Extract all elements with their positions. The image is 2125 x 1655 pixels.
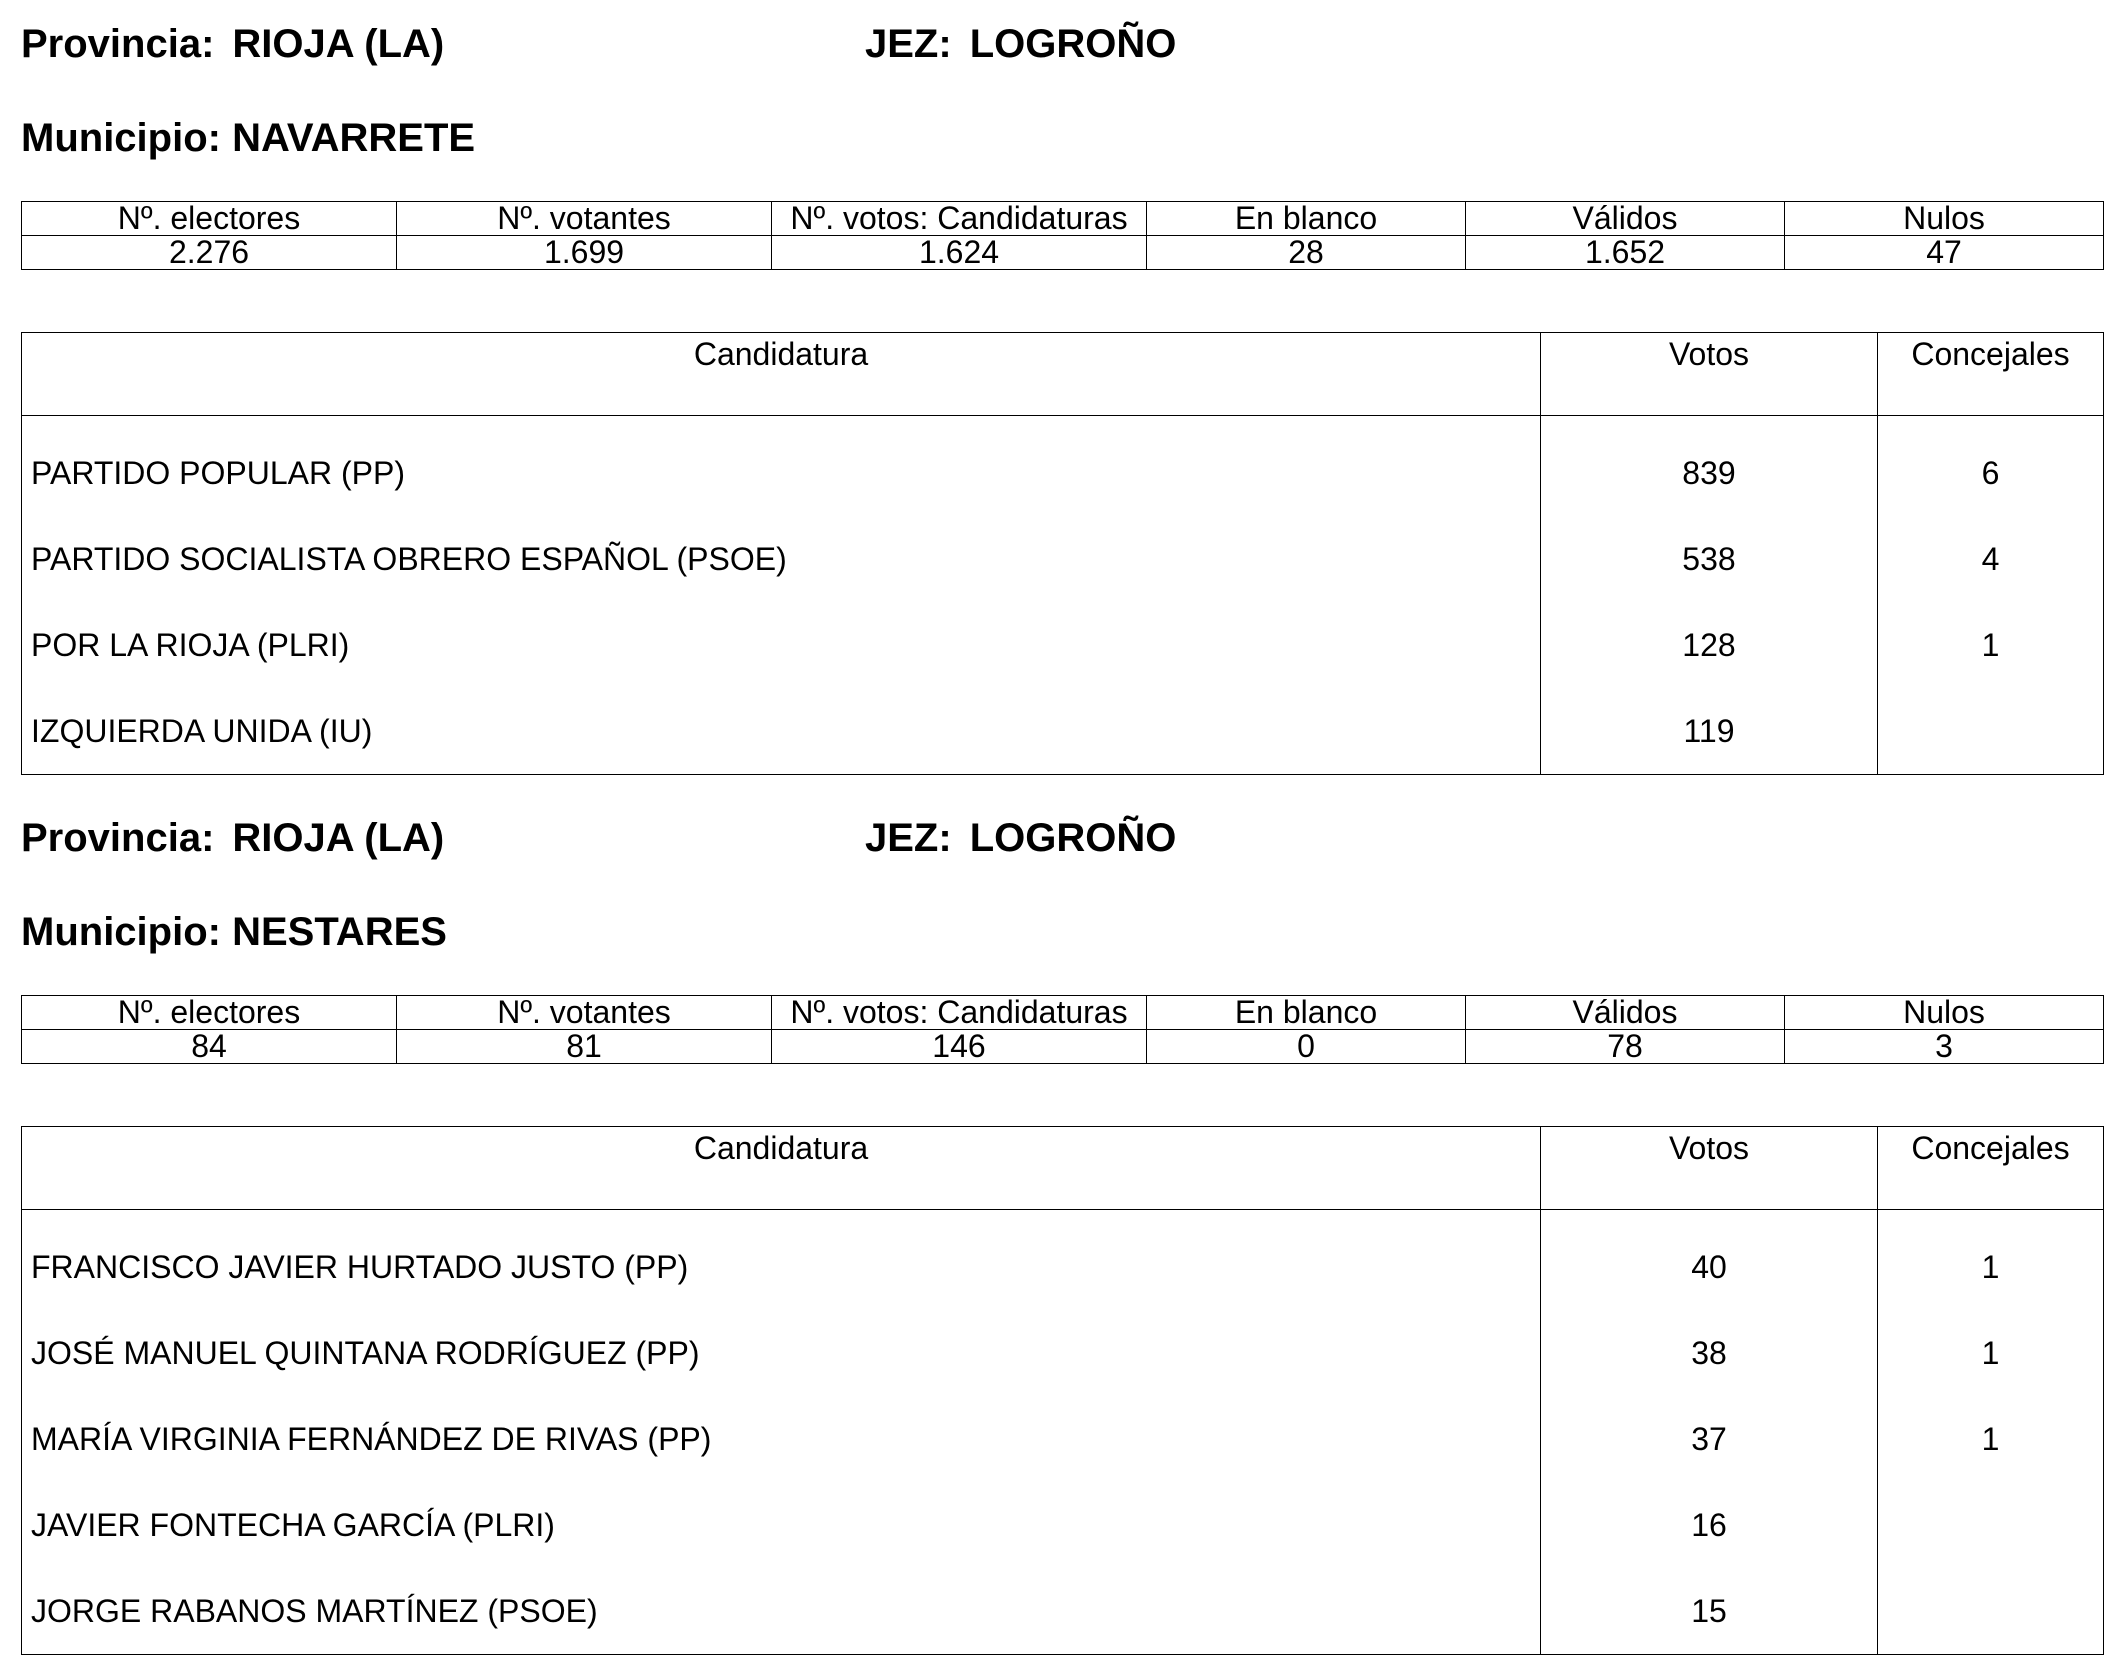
stats-header-cell: En blanco: [1147, 996, 1466, 1030]
jez-line: [865, 816, 1176, 860]
candidate-concejales: 1: [1981, 1248, 2000, 1285]
candidatura-header: Candidatura: [22, 1127, 1541, 1210]
stats-value-cell: 1.624: [772, 236, 1147, 270]
concejales-header: Concejales: [1878, 333, 2104, 416]
stats-value-cell: 81: [397, 1030, 772, 1064]
candidate-name: MARÍA VIRGINIA FERNÁNDEZ DE RIVAS (PP): [22, 1396, 1541, 1482]
provincia-label: Provincia:: [21, 816, 215, 860]
candidates-header-row: [22, 1127, 2104, 1210]
stats-header-row: [22, 202, 2104, 236]
candidate-name: JOSÉ MANUEL QUINTANA RODRÍGUEZ (PP): [22, 1310, 1541, 1396]
stats-table: [21, 995, 2104, 1064]
stats-value-cell: 1.699: [397, 236, 772, 270]
candidate-concejales: 6: [1981, 454, 2000, 491]
candidate-name: IZQUIERDA UNIDA (IU): [22, 688, 1541, 775]
stats-header-cell: Nulos: [1785, 202, 2104, 236]
stats-value-cell: 1.652: [1466, 236, 1785, 270]
candidate-votos: 538: [1541, 516, 1878, 602]
jez-label: JEZ:: [865, 22, 952, 66]
table-row: [22, 1310, 2104, 1396]
jez-value: LOGROÑO: [969, 816, 1177, 860]
candidatura-header: Candidatura: [22, 333, 1541, 416]
stats-header-cell: Nº. votantes: [397, 202, 772, 236]
stats-value-cell: 84: [22, 1030, 397, 1064]
municipio-value: NAVARRETE: [232, 116, 476, 160]
candidate-votos: 40: [1541, 1210, 1878, 1311]
votos-header: Votos: [1541, 1127, 1878, 1210]
municipio-label: Municipio:: [21, 910, 221, 954]
stats-value-cell: 146: [772, 1030, 1147, 1064]
candidate-votos: 15: [1541, 1568, 1878, 1655]
stats-header-row: [22, 996, 2104, 1030]
stats-header-cell: En blanco: [1147, 202, 1466, 236]
stats-header-cell: Nulos: [1785, 996, 2104, 1030]
candidate-concejales: 1: [1981, 626, 2000, 663]
candidate-votos: 37: [1541, 1396, 1878, 1482]
stats-value-cell: 2.276: [22, 236, 397, 270]
stats-header-cell: Válidos: [1466, 996, 1785, 1030]
stats-value-cell: 3: [1785, 1030, 2104, 1064]
provincia-line: [21, 22, 444, 66]
candidate-votos: 128: [1541, 602, 1878, 688]
table-row: [22, 1396, 2104, 1482]
jez-value: LOGROÑO: [969, 22, 1177, 66]
candidate-name: FRANCISCO JAVIER HURTADO JUSTO (PP): [22, 1210, 1541, 1311]
provincia-label: Provincia:: [21, 22, 215, 66]
table-row: [22, 688, 2104, 775]
candidate-concejales: 1: [1981, 1334, 2000, 1371]
stats-header-cell: Nº. votantes: [397, 996, 772, 1030]
stats-value-cell: 78: [1466, 1030, 1785, 1064]
candidate-concejales: 1: [1981, 1420, 2000, 1457]
stats-header-cell: Nº. electores: [22, 202, 397, 236]
provincia-value: RIOJA (LA): [232, 816, 445, 860]
candidates-header-row: [22, 333, 2104, 416]
stats-header-cell: Nº. electores: [22, 996, 397, 1030]
table-row: [22, 602, 2104, 688]
stats-value-cell: 0: [1147, 1030, 1466, 1064]
candidate-concejales: [1878, 1568, 2104, 1655]
candidate-name: JORGE RABANOS MARTÍNEZ (PSOE): [22, 1568, 1541, 1655]
municipio-label: Municipio:: [21, 116, 221, 160]
stats-header-cell: Nº. votos: Candidaturas: [772, 202, 1147, 236]
candidate-votos: 16: [1541, 1482, 1878, 1568]
stats-value-cell: 28: [1147, 236, 1466, 270]
candidate-concejales: [1878, 1482, 2104, 1568]
stats-header-cell: Válidos: [1466, 202, 1785, 236]
candidate-concejales: 4: [1981, 540, 2000, 577]
provincia-line: [21, 816, 444, 860]
provincia-value: RIOJA (LA): [232, 22, 445, 66]
candidate-votos: 38: [1541, 1310, 1878, 1396]
concejales-header: Concejales: [1878, 1127, 2104, 1210]
candidates-table: [21, 332, 2104, 775]
candidate-name: POR LA RIOJA (PLRI): [22, 602, 1541, 688]
candidates-table: [21, 1126, 2104, 1655]
candidate-votos: 839: [1541, 416, 1878, 517]
candidate-name: JAVIER FONTECHA GARCÍA (PLRI): [22, 1482, 1541, 1568]
municipio-line: [21, 116, 475, 160]
votos-header: Votos: [1541, 333, 1878, 416]
table-row: [22, 516, 2104, 602]
candidate-name: PARTIDO POPULAR (PP): [22, 416, 1541, 517]
jez-label: JEZ:: [865, 816, 952, 860]
candidate-votos: 119: [1541, 688, 1878, 775]
candidate-name: PARTIDO SOCIALISTA OBRERO ESPAÑOL (PSOE): [22, 516, 1541, 602]
candidate-concejales: [1878, 688, 2104, 775]
municipio-value: NESTARES: [232, 910, 447, 954]
stats-value-row: [22, 1030, 2104, 1064]
stats-header-cell: Nº. votos: Candidaturas: [772, 996, 1147, 1030]
stats-value-cell: 47: [1785, 236, 2104, 270]
table-row: [22, 416, 2104, 517]
table-row: [22, 1482, 2104, 1568]
stats-value-row: [22, 236, 2104, 270]
table-row: [22, 1568, 2104, 1655]
stats-table: [21, 201, 2104, 270]
table-row: [22, 1210, 2104, 1311]
municipio-line: [21, 910, 447, 954]
jez-line: [865, 22, 1176, 66]
